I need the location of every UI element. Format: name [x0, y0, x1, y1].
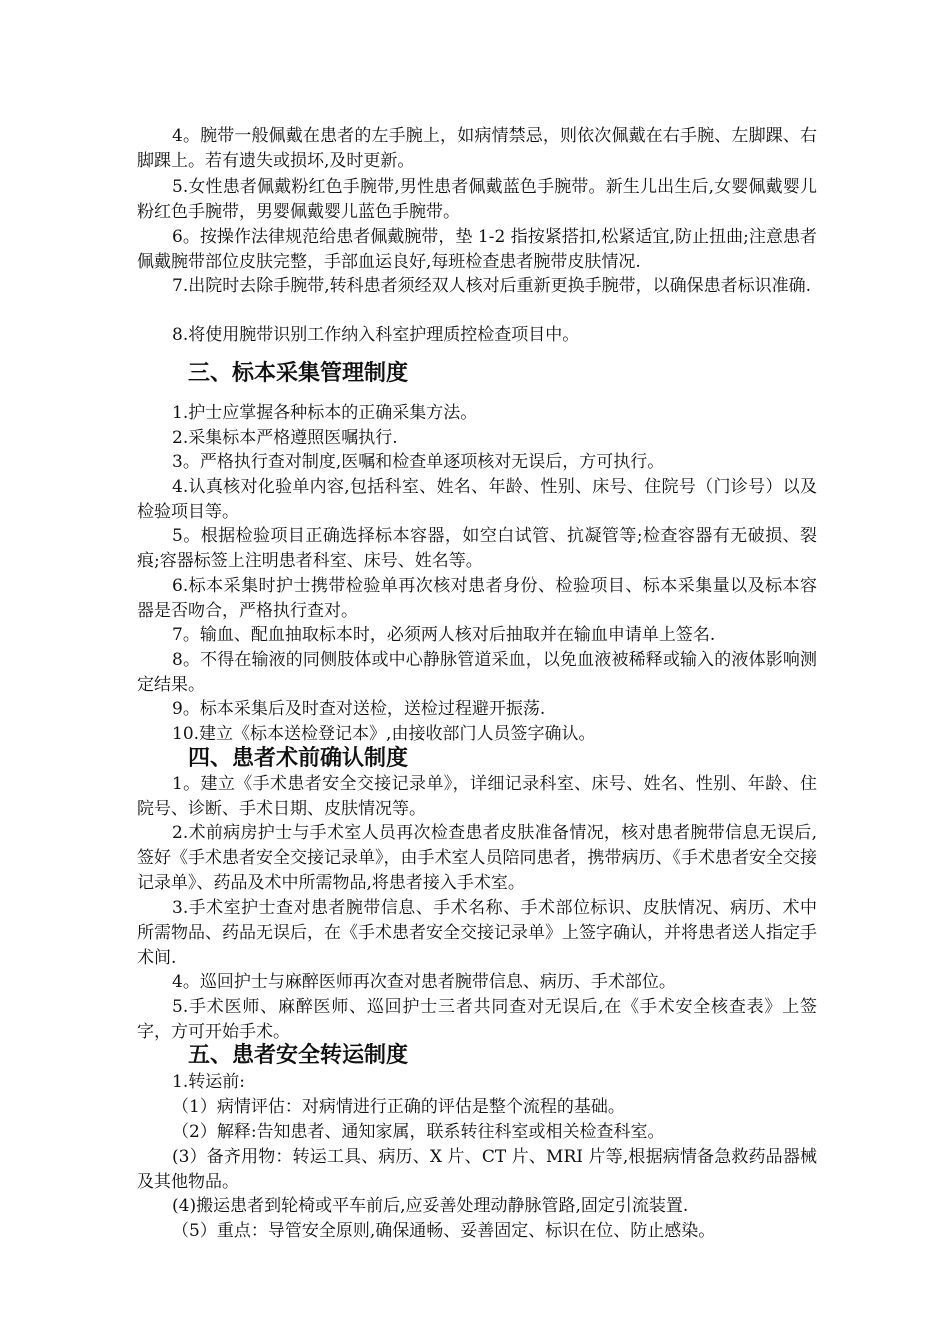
paragraph: 1.护士应掌握各种标本的正确采集方法。 [172, 403, 478, 423]
paragraph: 3.手术室护士查对患者腕带信息、手术名称、手术部位标识、皮肤情况、病历、术中所需物品、药品无误后，在《手术患者安全交接记录单》上签字确认，并将患者送人指定手术间. [137, 898, 817, 968]
paragraph: 5.女性患者佩戴粉红色手腕带,男性患者佩戴蓝色手腕带。新生儿出生后,女婴佩戴婴儿粉红色手腕带，男婴佩戴婴儿蓝色手腕带。 [137, 177, 817, 222]
section-heading-transfer: 五、患者安全转运制度 [188, 1043, 409, 1068]
section-heading-specimen: 三、标本采集管理制度 [188, 361, 409, 386]
paragraph: 9。标本采集后及时查对送检，送检过程避开振荡. [172, 699, 546, 719]
paragraph: 4。巡回护士与麻醉医师再次查对患者腕带信息、病历、手术部位。 [172, 972, 676, 992]
paragraph: 6.标本采集时护士携带检验单再次核对患者身份、检验项目、标本采集量以及标本容器是否吻合，严格执行查对。 [137, 576, 817, 621]
paragraph: (4)搬运患者到轮椅或平车前后,应妥善处理动静脉管路,固定引流装置. [172, 1196, 689, 1216]
paragraph: 4。腕带一般佩戴在患者的左手腕上，如病情禁忌，则依次佩戴在右手腕、左脚踝、右脚踝上。若有遗失或损坏,及时更新。 [137, 126, 817, 171]
paragraph: 1.转运前: [172, 1072, 245, 1092]
paragraph: 2.术前病房护士与手术室人员再次检查患者皮肤准备情况，核对患者腕带信息无误后,签好《手术患者安全交接记录单》，由手术室人员陪同患者，携带病历、《手术患者安全交接记录单》、药品及术中所需物品,将患者接入手术室。 [137, 823, 817, 893]
paragraph: (3）备齐用物：转运工具、病历、X 片、CT 片、MRI 片等,根据病情备急救药品器械及其他物品。 [137, 1147, 817, 1192]
paragraph: 4.认真核对化验单内容,包括科室、姓名、年龄、性别、床号、住院号（门诊号）以及检验项目等。 [137, 477, 817, 522]
paragraph: 8。不得在输液的同侧肢体或中心静脉管道采血，以免血液被稀释或输入的液体影响测定结果。 [137, 650, 817, 695]
paragraph: 5。根据检验项目正确选择标本容器，如空白试管、抗凝管等;检查容器有无破损、裂痕;容器标签上注明患者科室、床号、姓名等。 [137, 526, 817, 571]
paragraph: 1。建立《手术患者安全交接记录单》，详细记录科室、床号、姓名、性别、年龄、住院号、诊断、手术日期、皮肤情况等。 [137, 774, 817, 819]
paragraph: （1）病情评估：对病情进行正确的评估是整个流程的基础。 [172, 1097, 625, 1117]
paragraph: 7.出院时去除手腕带,转科患者须经双人核对后重新更换手腕带，以确保患者标识准确. [172, 276, 812, 296]
paragraph: 10.建立《标本送检登记本》,由接收部门人员签字确认。 [172, 724, 596, 744]
paragraph: 2.采集标本严格遵照医嘱执行. [172, 428, 398, 448]
paragraph: 5.手术医师、麻醉医师、巡回护士三者共同查对无误后,在《手术安全核查表》上签字，方可开始手术。 [137, 997, 817, 1042]
section-heading-preop: 四、患者术前确认制度 [188, 746, 409, 771]
paragraph: 8.将使用腕带识别工作纳入科室护理质控检查项目中。 [172, 325, 580, 345]
paragraph: 7。输血、配血抽取标本时，必须两人核对后抽取并在输血申请单上签名. [172, 625, 716, 645]
paragraph: （2）解释:告知患者、通知家属，联系转往科室或相关检查科室。 [172, 1122, 665, 1142]
paragraph: （5）重点：导管安全原则,确保通畅、妥善固定、标识在位、防止感染。 [172, 1221, 716, 1241]
paragraph: 6。按操作法律规范给患者佩戴腕带，垫 1-2 指按紧搭扣,松紧适宜,防止扭曲;注意患者佩戴腕带部位皮肤完整，手部血运良好,每班检查患者腕带皮肤情况. [137, 227, 817, 272]
paragraph: 3。严格执行查对制度,医嘱和检查单逐项核对无误后，方可执行。 [172, 452, 665, 472]
